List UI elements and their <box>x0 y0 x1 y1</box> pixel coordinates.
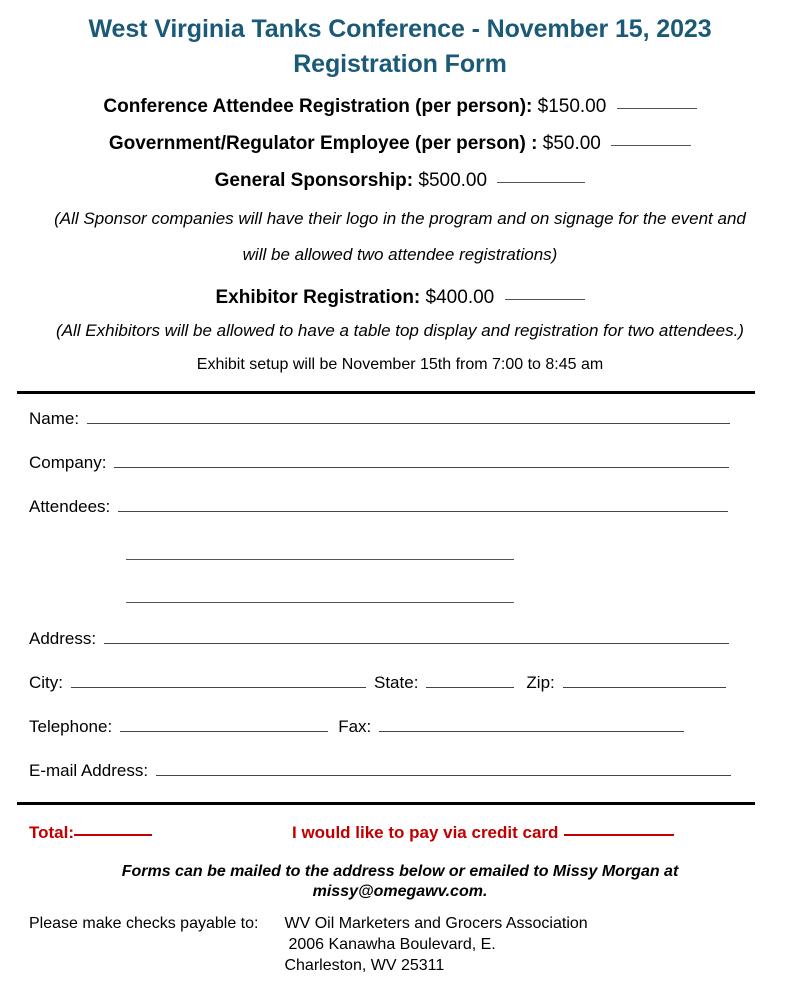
exhibit-setup-note: Exhibit setup will be November 15th from 7:00 to 8:45 am <box>196 356 604 373</box>
attendees-label: Attendees: <box>29 497 111 516</box>
email-label: E-mail Address: <box>29 761 149 780</box>
payment-row <box>0 822 800 846</box>
price-amount-sponsorship: $500.00 <box>418 170 488 191</box>
telephone-input[interactable] <box>120 716 328 732</box>
price-blank-exhibitor[interactable] <box>505 299 585 300</box>
divider-bottom <box>17 802 755 805</box>
company-label: Company: <box>29 453 107 472</box>
attendees-input[interactable] <box>118 496 728 512</box>
credit-card-label: I would like to pay via credit card <box>292 823 559 842</box>
exhibitor-note: (All Exhibitors will be allowed to have a table top display and registration for two attendees.) <box>56 321 744 340</box>
email-input[interactable] <box>156 760 731 776</box>
fax-label: Fax: <box>338 717 372 736</box>
name-label: Name: <box>29 409 80 428</box>
form-fields <box>0 408 800 804</box>
zip-label: Zip: <box>526 673 555 692</box>
price-blank-attendee[interactable] <box>617 108 697 109</box>
credit-card-group <box>292 822 674 843</box>
price-amount-government: $50.00 <box>542 133 601 154</box>
attendees-extra-input-2[interactable] <box>126 602 514 603</box>
name-input[interactable] <box>87 408 730 424</box>
field-row-city-state-zip <box>0 672 800 716</box>
price-amount-exhibitor: $400.00 <box>425 287 495 308</box>
field-row-address <box>0 628 800 672</box>
company-input[interactable] <box>114 452 729 468</box>
field-row-attendees <box>0 496 800 540</box>
price-label-exhibitor: Exhibitor Registration: <box>215 287 421 308</box>
city-label: City: <box>29 673 63 692</box>
mailing-instructions-line-2: missy@omegawv.com. <box>312 883 488 900</box>
total-label: Total: <box>29 823 75 842</box>
sponsor-note-line-1: (All Sponsor companies will have their logo in the program and on signage for the event and <box>54 209 746 228</box>
address-input[interactable] <box>104 628 729 644</box>
price-amount-attendee: $150.00 <box>537 96 607 117</box>
title-line-1: West Virginia Tanks Conference - November 15, 2023 <box>88 15 712 43</box>
divider-top <box>17 391 755 394</box>
field-row-name <box>0 408 800 452</box>
payee-address-line-1: WV Oil Marketers and Grocers Association <box>284 915 588 932</box>
page-title <box>0 0 800 82</box>
payee-address-line-2: 2006 Kanawha Boulevard, E. <box>288 936 496 953</box>
price-label-government: Government/Regulator Employee (per person) : <box>108 133 538 154</box>
telephone-label: Telephone: <box>29 717 113 736</box>
credit-card-input[interactable] <box>564 820 674 836</box>
price-label-attendee: Conference Attendee Registration (per person): <box>103 96 533 117</box>
price-row-sponsorship <box>0 169 800 193</box>
title-line-2: Registration Form <box>293 50 507 78</box>
mailing-instructions <box>40 862 760 902</box>
payee-address <box>284 913 587 976</box>
payee-address-line-3: Charleston, WV 25311 <box>284 957 445 974</box>
sponsor-note <box>0 201 800 273</box>
field-row-telephone-fax <box>0 716 800 760</box>
checks-payable-block <box>29 913 769 976</box>
attendees-extra-input-1[interactable] <box>126 559 514 560</box>
price-blank-government[interactable] <box>611 145 691 146</box>
price-row-government <box>0 132 800 156</box>
state-label: State: <box>374 673 419 692</box>
price-row-attendee <box>0 95 800 119</box>
checks-payable-label: Please make checks payable to: <box>29 915 259 932</box>
field-row-company <box>0 452 800 496</box>
fax-input[interactable] <box>379 716 684 732</box>
total-input[interactable] <box>74 820 152 836</box>
price-label-sponsorship: General Sponsorship: <box>214 170 414 191</box>
price-row-exhibitor <box>0 286 800 310</box>
total-label-group <box>29 822 152 843</box>
city-input[interactable] <box>71 672 366 688</box>
field-row-email <box>0 760 800 804</box>
address-label: Address: <box>29 629 97 648</box>
state-input[interactable] <box>426 672 514 688</box>
mailing-instructions-line-1: Forms can be mailed to the address below or emailed to Missy Morgan at <box>121 863 679 880</box>
sponsor-note-line-2: will be allowed two attendee registrations) <box>242 245 558 264</box>
zip-input[interactable] <box>563 672 726 688</box>
price-blank-sponsorship[interactable] <box>497 182 585 183</box>
